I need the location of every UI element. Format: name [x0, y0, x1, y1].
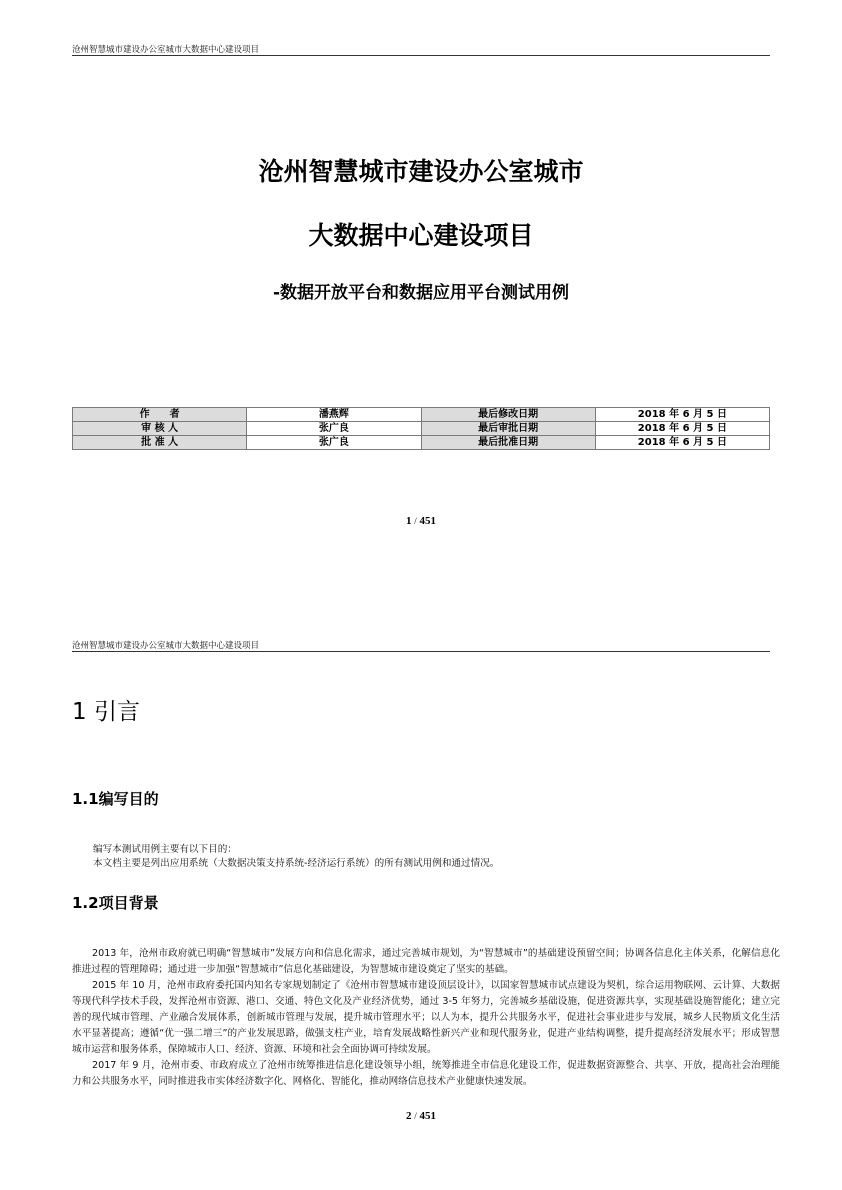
- meta-label: 作 者: [73, 408, 247, 422]
- meta-label: 最后修改日期: [421, 408, 595, 422]
- page-separator: /: [414, 1111, 417, 1121]
- meta-value: 张广良: [247, 422, 421, 436]
- page-number: [0, 1110, 842, 1122]
- page-current: 2: [405, 1110, 412, 1122]
- meta-label: 最后审批日期: [421, 422, 595, 436]
- section-heading: 1.2项目背景: [72, 894, 159, 912]
- meta-value: 张广良: [247, 436, 421, 450]
- meta-label: 最后批准日期: [421, 436, 595, 450]
- body-line: 本文档主要是列出应用系统（大数据决策支持系统-经济运行系统）的所有测试用例和通过情况。: [93, 858, 500, 869]
- cover-title-line2: 大数据中心建设项目: [308, 221, 534, 250]
- section-heading: 1.1编写目的: [72, 790, 159, 808]
- running-header: 沧州智慧城市建设办公室城市大数据中心建设项目: [72, 45, 260, 55]
- page-number: [0, 515, 842, 527]
- body-paragraph: 2017 年 9 月，沧州市委、市政府成立了沧州市统筹推进信息化建设领导小组，统筹推进全市信息化建设工作，促进数据资源整合、共享、开放，提高社会治理能力和公共服务水平，同时推进我市实体经济数字化、网格化、智能化，推动网络信息技术产业健康快速发展。: [72, 1060, 780, 1087]
- body-paragraph: 2015 年 10 月，沧州市政府委托国内知名专家规划制定了《沧州市智慧城市建设顶层设计》，以国家智慧城市试点建设为契机，综合运用物联网、云计算、大数据等现代科学技术手段，发挥沧州市资源、港口、交通、特色文化及产业经济优势，通过 3-5 年努力，完善城乡基础设施，促进资源共享，实现基础设施智能化；建立完善的现代城市管理、产业融合发展体系，创新城市管理与发展，提升城市管理水平；以人为本，提升公共服务水平，促进社会事业进步与发展，城乡人民物质文化生活水平显著提高；遵循“优一强二增三”的产业发展思路，做强支柱产业，培育发展战略性新兴产业和现代服务业，促进产业结构调整，提升提高经济发展水平；形成智慧城市运营和服务体系，保障城市人口、经济、资源、环境和社会全面协调可持续发展。: [72, 980, 780, 1055]
- meta-row: [73, 408, 770, 422]
- body-line: 编写本测试用例主要有以下目的：: [93, 844, 237, 855]
- meta-value: 2018 年 6 月 5 日: [595, 422, 769, 436]
- meta-value: 2018 年 6 月 5 日: [595, 408, 769, 422]
- meta-value: 2018 年 6 月 5 日: [595, 436, 769, 450]
- meta-row: [73, 422, 770, 436]
- body-paragraph: 2013 年，沧州市政府就已明确“智慧城市”发展方向和信息化需求，通过完善城市规划，为“智慧城市”的基础建设预留空间；协调各信息化主体关系，化解信息化推进过程的管理障碍；通过进一步加强“智慧城市”信息化基础建设，为智慧城市建设奠定了坚实的基础。: [72, 948, 780, 975]
- meta-label: 审 核 人: [73, 422, 247, 436]
- header-rule: [72, 651, 770, 652]
- section-body: [72, 946, 780, 1090]
- running-header: 沧州智慧城市建设办公室城市大数据中心建设项目: [72, 641, 260, 651]
- section-body: [93, 843, 499, 871]
- page-total: 451: [419, 515, 436, 527]
- page-current: 1: [405, 515, 412, 527]
- header-rule: [72, 55, 770, 56]
- meta-row: [73, 436, 770, 450]
- document-meta-table: [72, 407, 770, 450]
- chapter-heading: 1 引言: [72, 699, 140, 725]
- cover-subtitle: -数据开放平台和数据应用平台测试用例: [272, 283, 570, 303]
- page-total: 451: [419, 1110, 436, 1122]
- cover-title-line1: 沧州智慧城市建设办公室城市: [258, 157, 584, 186]
- meta-value: 潘燕辉: [247, 408, 421, 422]
- meta-label: 批 准 人: [73, 436, 247, 450]
- page-separator: /: [414, 516, 417, 526]
